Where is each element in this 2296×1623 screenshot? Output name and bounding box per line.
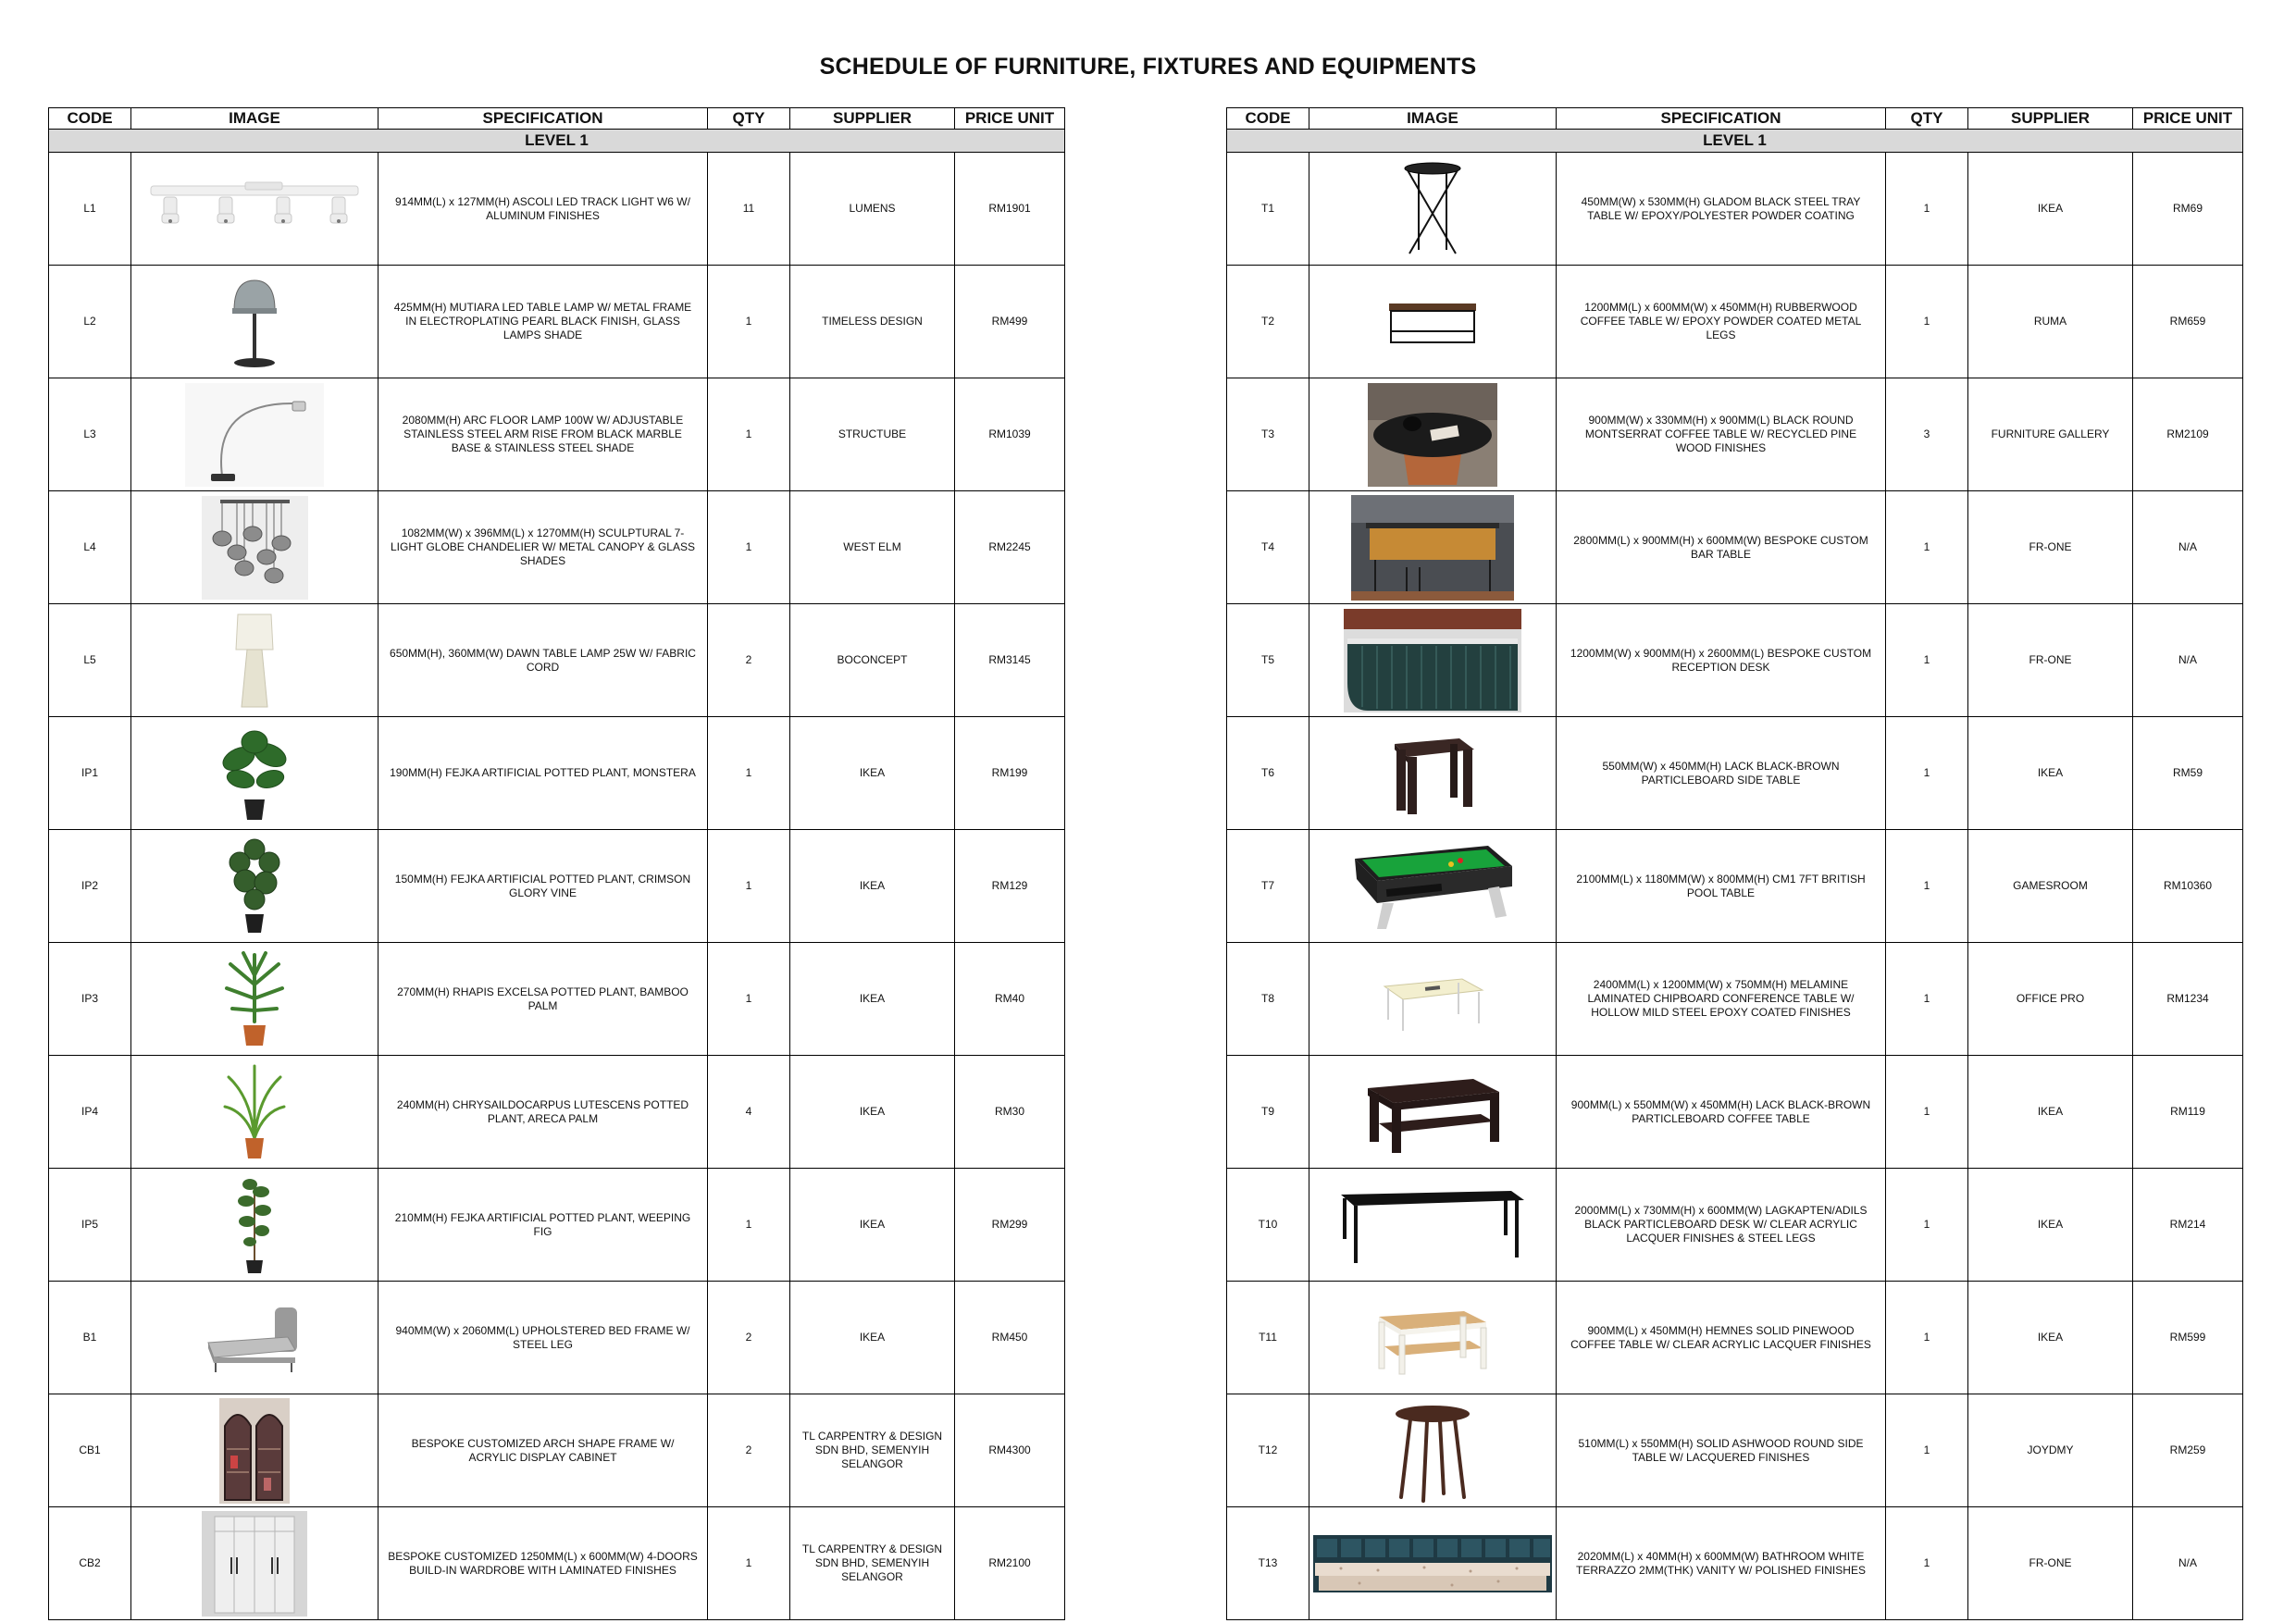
chandelier-image: [131, 491, 379, 604]
item-qty: 2: [708, 1282, 790, 1394]
table-row: [49, 153, 1065, 266]
table-lamp-image: [131, 266, 379, 378]
header-qty: QTY: [1886, 108, 1968, 130]
item-qty: 1: [708, 491, 790, 604]
item-specification: 450MM(W) x 530MM(H) GLADOM BLACK STEEL TRAY TABLE W/ EPOXY/POLYESTER POWDER COATING: [1557, 153, 1886, 266]
item-code: T9: [1227, 1056, 1309, 1169]
table-row: [1227, 1507, 2243, 1620]
item-supplier: GAMESROOM: [1968, 830, 2133, 943]
header-price-unit: PRICE UNIT: [2133, 108, 2243, 130]
item-supplier: WEST ELM: [790, 491, 955, 604]
table-row: [1227, 1056, 2243, 1169]
item-supplier: IKEA: [1968, 717, 2133, 830]
item-code: CB1: [49, 1394, 131, 1507]
item-code: T1: [1227, 153, 1309, 266]
item-qty: 1: [1886, 153, 1968, 266]
item-specification: 510MM(L) x 550MM(H) SOLID ASHWOOD ROUND SIDE TABLE W/ LACQUERED FINISHES: [1557, 1394, 1886, 1507]
table-row: [1227, 717, 2243, 830]
level-label: LEVEL 1: [1227, 130, 2243, 153]
item-specification: 2400MM(L) x 1200MM(W) x 750MM(H) MELAMINE LAMINATED CHIPBOARD CONFERENCE TABLE W/ HOLLOW MILD STEEL EPOXY COATED FINISHES: [1557, 943, 1886, 1056]
item-qty: 1: [708, 717, 790, 830]
header-code: CODE: [1227, 108, 1309, 130]
table-row: [49, 604, 1065, 717]
item-specification: BESPOKE CUSTOMIZED ARCH SHAPE FRAME W/ ACRYLIC DISPLAY CABINET: [379, 1394, 708, 1507]
item-qty: 1: [1886, 266, 1968, 378]
item-qty: 1: [1886, 491, 1968, 604]
item-supplier: FURNITURE GALLERY: [1968, 378, 2133, 491]
item-specification: 270MM(H) RHAPIS EXCELSA POTTED PLANT, BAMBOO PALM: [379, 943, 708, 1056]
item-code: IP1: [49, 717, 131, 830]
table-row: [49, 943, 1065, 1056]
table-row: [1227, 1282, 2243, 1394]
schedule-table-right: [1226, 107, 2243, 1620]
item-price: RM1901: [955, 153, 1065, 266]
item-supplier: FR-ONE: [1968, 491, 2133, 604]
item-qty: 1: [1886, 1282, 1968, 1394]
header-price-unit: PRICE UNIT: [955, 108, 1065, 130]
item-supplier: IKEA: [1968, 153, 2133, 266]
table-row: [1227, 153, 2243, 266]
header-supplier: SUPPLIER: [790, 108, 955, 130]
item-supplier: IKEA: [790, 717, 955, 830]
header-row: [1227, 108, 2243, 130]
item-price: N/A: [2133, 491, 2243, 604]
item-code: L3: [49, 378, 131, 491]
weeping-fig-image: [131, 1169, 379, 1282]
table-row: [49, 717, 1065, 830]
item-code: T2: [1227, 266, 1309, 378]
page-title: SCHEDULE OF FURNITURE, FIXTURES AND EQUIPMENTS: [819, 54, 1477, 80]
item-code: IP3: [49, 943, 131, 1056]
item-price: RM4300: [955, 1394, 1065, 1507]
item-supplier: IKEA: [790, 943, 955, 1056]
item-specification: 2800MM(L) x 900MM(H) x 600MM(W) BESPOKE CUSTOM BAR TABLE: [1557, 491, 1886, 604]
item-supplier: IKEA: [790, 830, 955, 943]
item-supplier: BOCONCEPT: [790, 604, 955, 717]
item-qty: 1: [1886, 943, 1968, 1056]
item-supplier: IKEA: [790, 1282, 955, 1394]
table-row: [49, 1507, 1065, 1620]
item-code: L2: [49, 266, 131, 378]
tray-table-image: [1309, 153, 1557, 266]
table-row: [1227, 604, 2243, 717]
item-specification: 650MM(H), 360MM(W) DAWN TABLE LAMP 25W W/ FABRIC CORD: [379, 604, 708, 717]
item-price: RM199: [955, 717, 1065, 830]
item-specification: 2020MM(L) x 40MM(H) x 600MM(W) BATHROOM WHITE TERRAZZO 2MM(THK) VANITY W/ POLISHED FINISHES: [1557, 1507, 1886, 1620]
arch-cabinet-image: [131, 1394, 379, 1507]
item-price: N/A: [2133, 1507, 2243, 1620]
item-price: RM2109: [2133, 378, 2243, 491]
table-row: [49, 1394, 1065, 1507]
table-row: [1227, 1169, 2243, 1282]
areca-palm-image: [131, 1056, 379, 1169]
item-supplier: IKEA: [790, 1056, 955, 1169]
item-price: RM129: [955, 830, 1065, 943]
header-qty: QTY: [708, 108, 790, 130]
table-row: [1227, 830, 2243, 943]
item-supplier: TIMELESS DESIGN: [790, 266, 955, 378]
item-qty: 1: [708, 1169, 790, 1282]
pool-table-image: [1309, 830, 1557, 943]
bathroom-vanity-image: [1309, 1507, 1557, 1620]
item-specification: 2080MM(H) ARC FLOOR LAMP 100W W/ ADJUSTABLE STAINLESS STEEL ARM RISE FROM BLACK MARBLE BASE & STAINLESS STEEL SHADE: [379, 378, 708, 491]
table-row: [1227, 943, 2243, 1056]
table-row: [49, 830, 1065, 943]
item-price: RM659: [2133, 266, 2243, 378]
item-specification: 2000MM(L) x 730MM(H) x 600MM(W) LAGKAPTEN/ADILS BLACK PARTICLEBOARD DESK W/ CLEAR ACRYLIC LACQUER FINISHES & STEEL LEGS: [1557, 1169, 1886, 1282]
schedule-table-left: [48, 107, 1065, 1620]
item-price: RM59: [2133, 717, 2243, 830]
level-label: LEVEL 1: [49, 130, 1065, 153]
item-specification: BESPOKE CUSTOMIZED 1250MM(L) x 600MM(W) 4-DOORS BUILD-IN WARDROBE WITH LAMINATED FINISHES: [379, 1507, 708, 1620]
item-supplier: IKEA: [1968, 1169, 2133, 1282]
item-code: T5: [1227, 604, 1309, 717]
item-price: RM1039: [955, 378, 1065, 491]
item-price: RM2100: [955, 1507, 1065, 1620]
table-row: [1227, 491, 2243, 604]
bed-frame-image: [131, 1282, 379, 1394]
table-row: [49, 1056, 1065, 1169]
item-code: T4: [1227, 491, 1309, 604]
item-supplier: TL CARPENTRY & DESIGN SDN BHD, SEMENYIH SELANGOR: [790, 1507, 955, 1620]
item-supplier: RUMA: [1968, 266, 2133, 378]
item-specification: 240MM(H) CHRYSAILDOCARPUS LUTESCENS POTTED PLANT, ARECA PALM: [379, 1056, 708, 1169]
bar-table-image: [1309, 491, 1557, 604]
item-code: T12: [1227, 1394, 1309, 1507]
lack-coffee-table-image: [1309, 1056, 1557, 1169]
item-specification: 1200MM(L) x 600MM(W) x 450MM(H) RUBBERWOOD COFFEE TABLE W/ EPOXY POWDER COATED METAL LEGS: [1557, 266, 1886, 378]
rubberwood-coffee-table-image: [1309, 266, 1557, 378]
item-qty: 1: [1886, 1169, 1968, 1282]
header-code: CODE: [49, 108, 131, 130]
item-price: RM10360: [2133, 830, 2243, 943]
item-specification: 914MM(L) x 127MM(H) ASCOLI LED TRACK LIGHT W6 W/ ALUMINUM FINISHES: [379, 153, 708, 266]
conference-table-image: [1309, 943, 1557, 1056]
item-code: T7: [1227, 830, 1309, 943]
item-qty: 1: [1886, 1507, 1968, 1620]
item-qty: 1: [1886, 1056, 1968, 1169]
item-specification: 1082MM(W) x 396MM(L) x 1270MM(H) SCULPTURAL 7-LIGHT GLOBE CHANDELIER W/ METAL CANOPY & GLASS SHADES: [379, 491, 708, 604]
item-price: RM2245: [955, 491, 1065, 604]
item-supplier: IKEA: [1968, 1282, 2133, 1394]
item-specification: 1200MM(W) x 900MM(H) x 2600MM(L) BESPOKE CUSTOM RECEPTION DESK: [1557, 604, 1886, 717]
item-supplier: IKEA: [790, 1169, 955, 1282]
item-supplier: STRUCTUBE: [790, 378, 955, 491]
track-light-image: [131, 153, 379, 266]
wardrobe-image: [131, 1507, 379, 1620]
item-supplier: FR-ONE: [1968, 1507, 2133, 1620]
item-code: L5: [49, 604, 131, 717]
item-code: T13: [1227, 1507, 1309, 1620]
item-specification: 940MM(W) x 2060MM(L) UPHOLSTERED BED FRAME W/ STEEL LEG: [379, 1282, 708, 1394]
item-code: L1: [49, 153, 131, 266]
ashwood-side-table-image: [1309, 1394, 1557, 1507]
item-qty: 1: [1886, 830, 1968, 943]
table-row: [1227, 378, 2243, 491]
item-qty: 2: [708, 604, 790, 717]
item-supplier: LUMENS: [790, 153, 955, 266]
item-qty: 1: [708, 378, 790, 491]
header-row: [49, 108, 1065, 130]
table-row: [49, 491, 1065, 604]
item-specification: 900MM(L) x 450MM(H) HEMNES SOLID PINEWOOD COFFEE TABLE W/ CLEAR ACRYLIC LACQUER FINISHES: [1557, 1282, 1886, 1394]
item-price: RM69: [2133, 153, 2243, 266]
item-price: RM30: [955, 1056, 1065, 1169]
item-price: RM40: [955, 943, 1065, 1056]
item-qty: 2: [708, 1394, 790, 1507]
lack-side-table-image: [1309, 717, 1557, 830]
item-specification: 550MM(W) x 450MM(H) LACK BLACK-BROWN PARTICLEBOARD SIDE TABLE: [1557, 717, 1886, 830]
item-specification: 425MM(H) MUTIARA LED TABLE LAMP W/ METAL FRAME IN ELECTROPLATING PEARL BLACK FINISH, GLASS LAMPS SHADE: [379, 266, 708, 378]
item-price: RM599: [2133, 1282, 2243, 1394]
level-row: [1227, 130, 2243, 153]
item-code: T10: [1227, 1169, 1309, 1282]
item-qty: 1: [1886, 1394, 1968, 1507]
reception-desk-image: [1309, 604, 1557, 717]
item-price: RM299: [955, 1169, 1065, 1282]
header-specification: SPECIFICATION: [1557, 108, 1886, 130]
item-supplier: FR-ONE: [1968, 604, 2133, 717]
item-price: RM3145: [955, 604, 1065, 717]
bamboo-palm-image: [131, 943, 379, 1056]
item-qty: 3: [1886, 378, 1968, 491]
header-specification: SPECIFICATION: [379, 108, 708, 130]
item-supplier: OFFICE PRO: [1968, 943, 2133, 1056]
item-price: RM119: [2133, 1056, 2243, 1169]
item-qty: 4: [708, 1056, 790, 1169]
table-row: [1227, 266, 2243, 378]
item-qty: 1: [708, 1507, 790, 1620]
item-supplier: JOYDMY: [1968, 1394, 2133, 1507]
item-supplier: TL CARPENTRY & DESIGN SDN BHD, SEMENYIH SELANGOR: [790, 1394, 955, 1507]
table-row: [1227, 1394, 2243, 1507]
item-code: B1: [49, 1282, 131, 1394]
item-code: T6: [1227, 717, 1309, 830]
header-image: IMAGE: [1309, 108, 1557, 130]
item-code: T11: [1227, 1282, 1309, 1394]
item-code: L4: [49, 491, 131, 604]
header-supplier: SUPPLIER: [1968, 108, 2133, 130]
item-qty: 1: [1886, 717, 1968, 830]
item-supplier: IKEA: [1968, 1056, 2133, 1169]
item-specification: 900MM(W) x 330MM(H) x 900MM(L) BLACK ROUND MONTSERRAT COFFEE TABLE W/ RECYCLED PINE WOOD FINISHES: [1557, 378, 1886, 491]
item-specification: 900MM(L) x 550MM(W) x 450MM(H) LACK BLACK-BROWN PARTICLEBOARD COFFEE TABLE: [1557, 1056, 1886, 1169]
item-price: RM1234: [2133, 943, 2243, 1056]
item-qty: 1: [708, 266, 790, 378]
crimson-vine-plant-image: [131, 830, 379, 943]
level-row: [49, 130, 1065, 153]
monstera-plant-image: [131, 717, 379, 830]
lagkapten-desk-image: [1309, 1169, 1557, 1282]
header-image: IMAGE: [131, 108, 379, 130]
item-price: RM450: [955, 1282, 1065, 1394]
item-code: IP4: [49, 1056, 131, 1169]
item-code: IP2: [49, 830, 131, 943]
item-specification: 150MM(H) FEJKA ARTIFICIAL POTTED PLANT, CRIMSON GLORY VINE: [379, 830, 708, 943]
item-code: IP5: [49, 1169, 131, 1282]
table-row: [49, 1282, 1065, 1394]
arc-floor-lamp-image: [131, 378, 379, 491]
item-qty: 11: [708, 153, 790, 266]
item-specification: 210MM(H) FEJKA ARTIFICIAL POTTED PLANT, WEEPING FIG: [379, 1169, 708, 1282]
table-row: [49, 378, 1065, 491]
dawn-table-lamp-image: [131, 604, 379, 717]
item-qty: 1: [708, 943, 790, 1056]
item-code: CB2: [49, 1507, 131, 1620]
item-specification: 2100MM(L) x 1180MM(W) x 800MM(H) CM1 7FT BRITISH POOL TABLE: [1557, 830, 1886, 943]
table-row: [49, 266, 1065, 378]
item-price: RM499: [955, 266, 1065, 378]
item-qty: 1: [1886, 604, 1968, 717]
item-specification: 190MM(H) FEJKA ARTIFICIAL POTTED PLANT, MONSTERA: [379, 717, 708, 830]
item-qty: 1: [708, 830, 790, 943]
hemnes-coffee-table-image: [1309, 1282, 1557, 1394]
item-price: N/A: [2133, 604, 2243, 717]
table-row: [49, 1169, 1065, 1282]
montserrat-coffee-table-image: [1309, 378, 1557, 491]
item-price: RM259: [2133, 1394, 2243, 1507]
item-code: T3: [1227, 378, 1309, 491]
item-price: RM214: [2133, 1169, 2243, 1282]
item-code: T8: [1227, 943, 1309, 1056]
